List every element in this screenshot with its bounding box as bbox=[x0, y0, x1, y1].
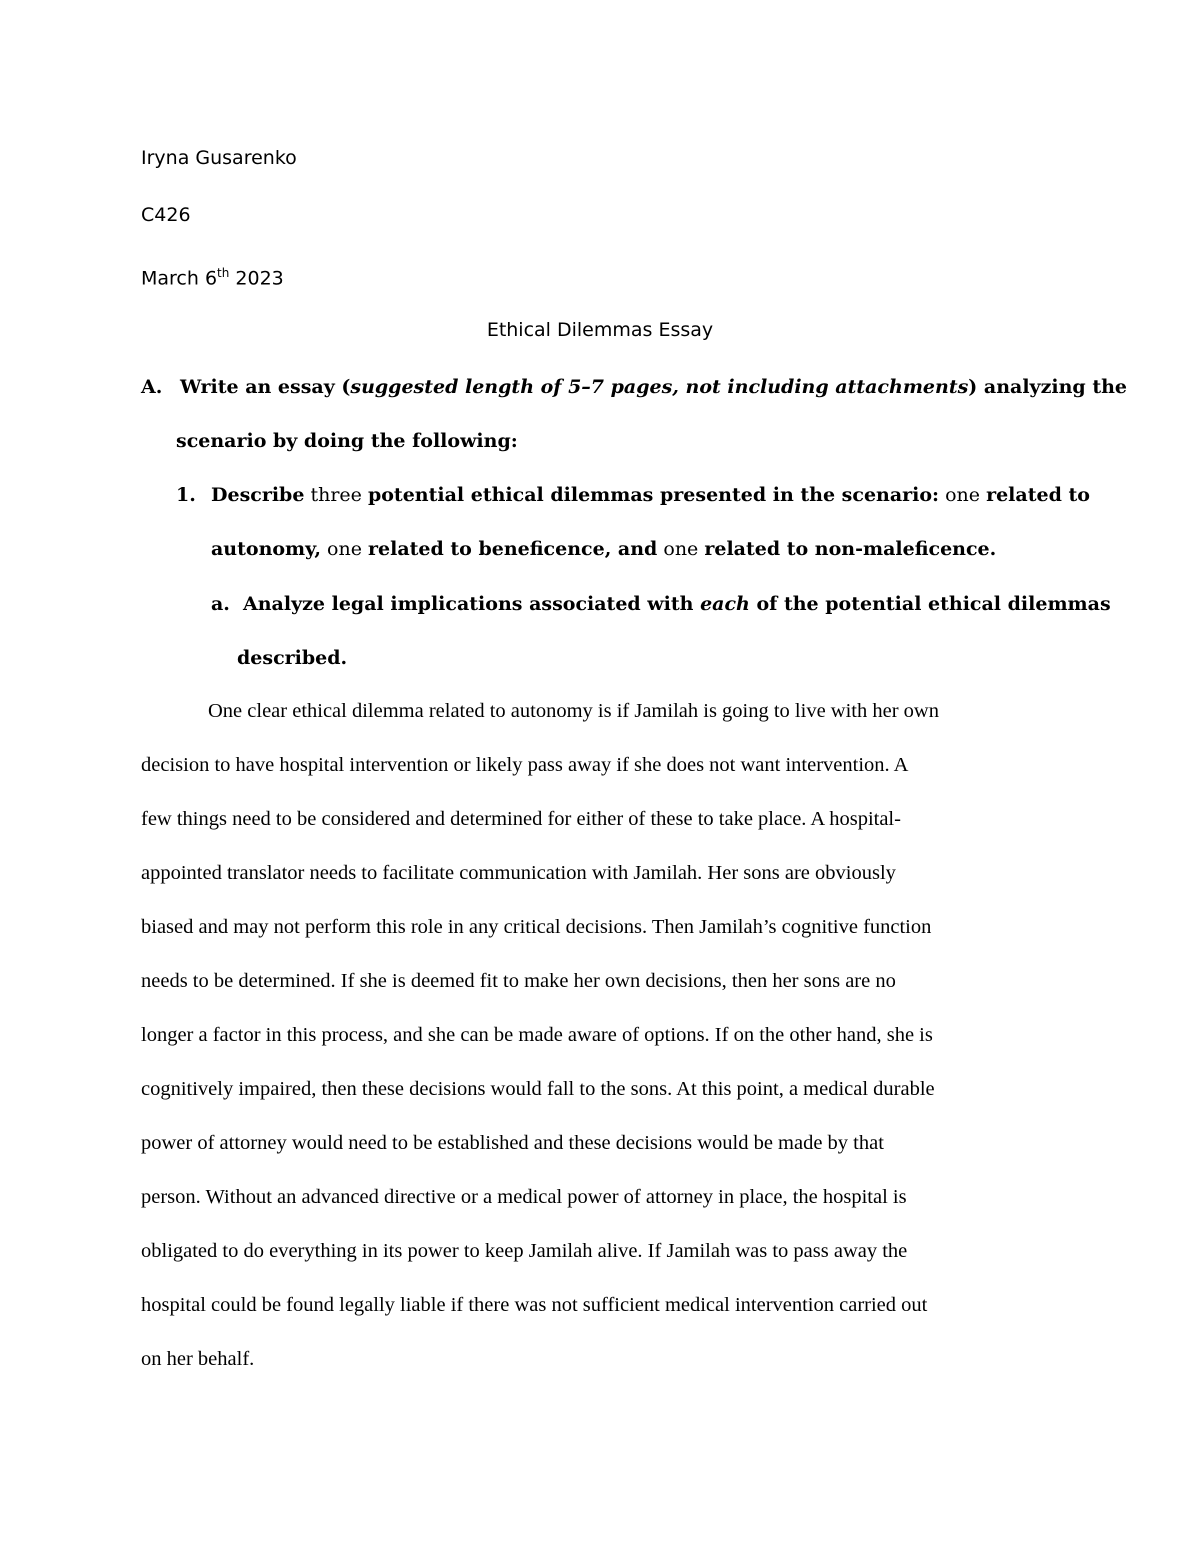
prompt-a2-marker: a. bbox=[211, 593, 230, 615]
prompt-a-line2: scenario by doing the following: bbox=[176, 430, 518, 452]
body-line: few things need to be considered and determined for either of these to take place. A hospital- bbox=[141, 808, 901, 830]
body-line: appointed translator needs to facilitate communication with Jamilah. Her sons are obviously bbox=[141, 862, 896, 884]
body-line: cognitively impaired, then these decisions would fall to the sons. At this point, a medical durable bbox=[141, 1078, 935, 1100]
prompt-1-w5: related to bbox=[986, 484, 1090, 506]
body-line: decision to have hospital intervention or likely pass away if she does not want intervention. A bbox=[141, 754, 909, 776]
body-line: longer a factor in this process, and she can be made aware of options. If on the other hand, she is bbox=[141, 1024, 933, 1046]
prompt-1-w4: one bbox=[939, 484, 987, 506]
prompt-1-l2-w3: related to beneficence, and bbox=[368, 538, 658, 560]
prompt-1-line2 bbox=[211, 536, 996, 562]
prompt-1-w1: Describe bbox=[211, 484, 305, 506]
prompt-a-italic: suggested length of 5–7 pages, not including attachments bbox=[350, 376, 969, 398]
course-code: C426 bbox=[141, 204, 191, 226]
prompt-1-marker: 1. bbox=[176, 484, 196, 506]
prompt-1-line1 bbox=[211, 482, 1090, 508]
prompt-a-line1 bbox=[180, 374, 1127, 400]
date-line bbox=[141, 261, 284, 290]
body-line: One clear ethical dilemma related to autonomy is if Jamilah is going to live with her own bbox=[208, 700, 939, 722]
prompt-a-text1: Write an essay ( bbox=[180, 376, 351, 398]
body-line: hospital could be found legally liable if there was not sufficient medical intervention carried out bbox=[141, 1294, 928, 1316]
body-line: person. Without an advanced directive or a medical power of attorney in place, the hospital is bbox=[141, 1186, 907, 1208]
body-line: biased and may not perform this role in any critical decisions. Then Jamilah’s cognitive function bbox=[141, 916, 932, 938]
prompt-1-w3: potential ethical dilemmas presented in the scenario: bbox=[367, 484, 940, 506]
prompt-a2-w3: of the potential ethical dilemmas bbox=[749, 593, 1111, 615]
date-prefix: March 6 bbox=[141, 267, 218, 290]
body-line: obligated to do everything in its power to keep Jamilah alive. If Jamilah was to pass away the bbox=[141, 1240, 908, 1262]
prompt-a2-w1: Analyze legal implications associated with bbox=[243, 593, 701, 615]
prompt-1-l2-w2: one bbox=[321, 538, 369, 560]
author-name: Iryna Gusarenko bbox=[141, 147, 297, 169]
prompt-a2-line2: described. bbox=[237, 647, 348, 669]
date-superscript: th bbox=[217, 266, 230, 280]
body-line: on her behalf. bbox=[141, 1348, 255, 1370]
date-year: 2023 bbox=[229, 267, 284, 290]
prompt-a2-w2: each bbox=[700, 593, 750, 615]
prompt-a2-line1 bbox=[243, 591, 1111, 617]
prompt-1-l2-w4: one bbox=[657, 538, 705, 560]
prompt-a-marker: A. bbox=[141, 376, 163, 398]
essay-title: Ethical Dilemmas Essay bbox=[486, 319, 714, 341]
prompt-a-text3: ) analyzing the bbox=[968, 376, 1127, 398]
prompt-1-w2: three bbox=[304, 484, 368, 506]
prompt-1-l2-w5: related to non-maleficence. bbox=[704, 538, 997, 560]
prompt-1-l2-w1: autonomy, bbox=[211, 538, 322, 560]
body-line: needs to be determined. If she is deemed fit to make her own decisions, then her sons are no bbox=[141, 970, 896, 992]
body-line: power of attorney would need to be established and these decisions would be made by that bbox=[141, 1132, 884, 1154]
